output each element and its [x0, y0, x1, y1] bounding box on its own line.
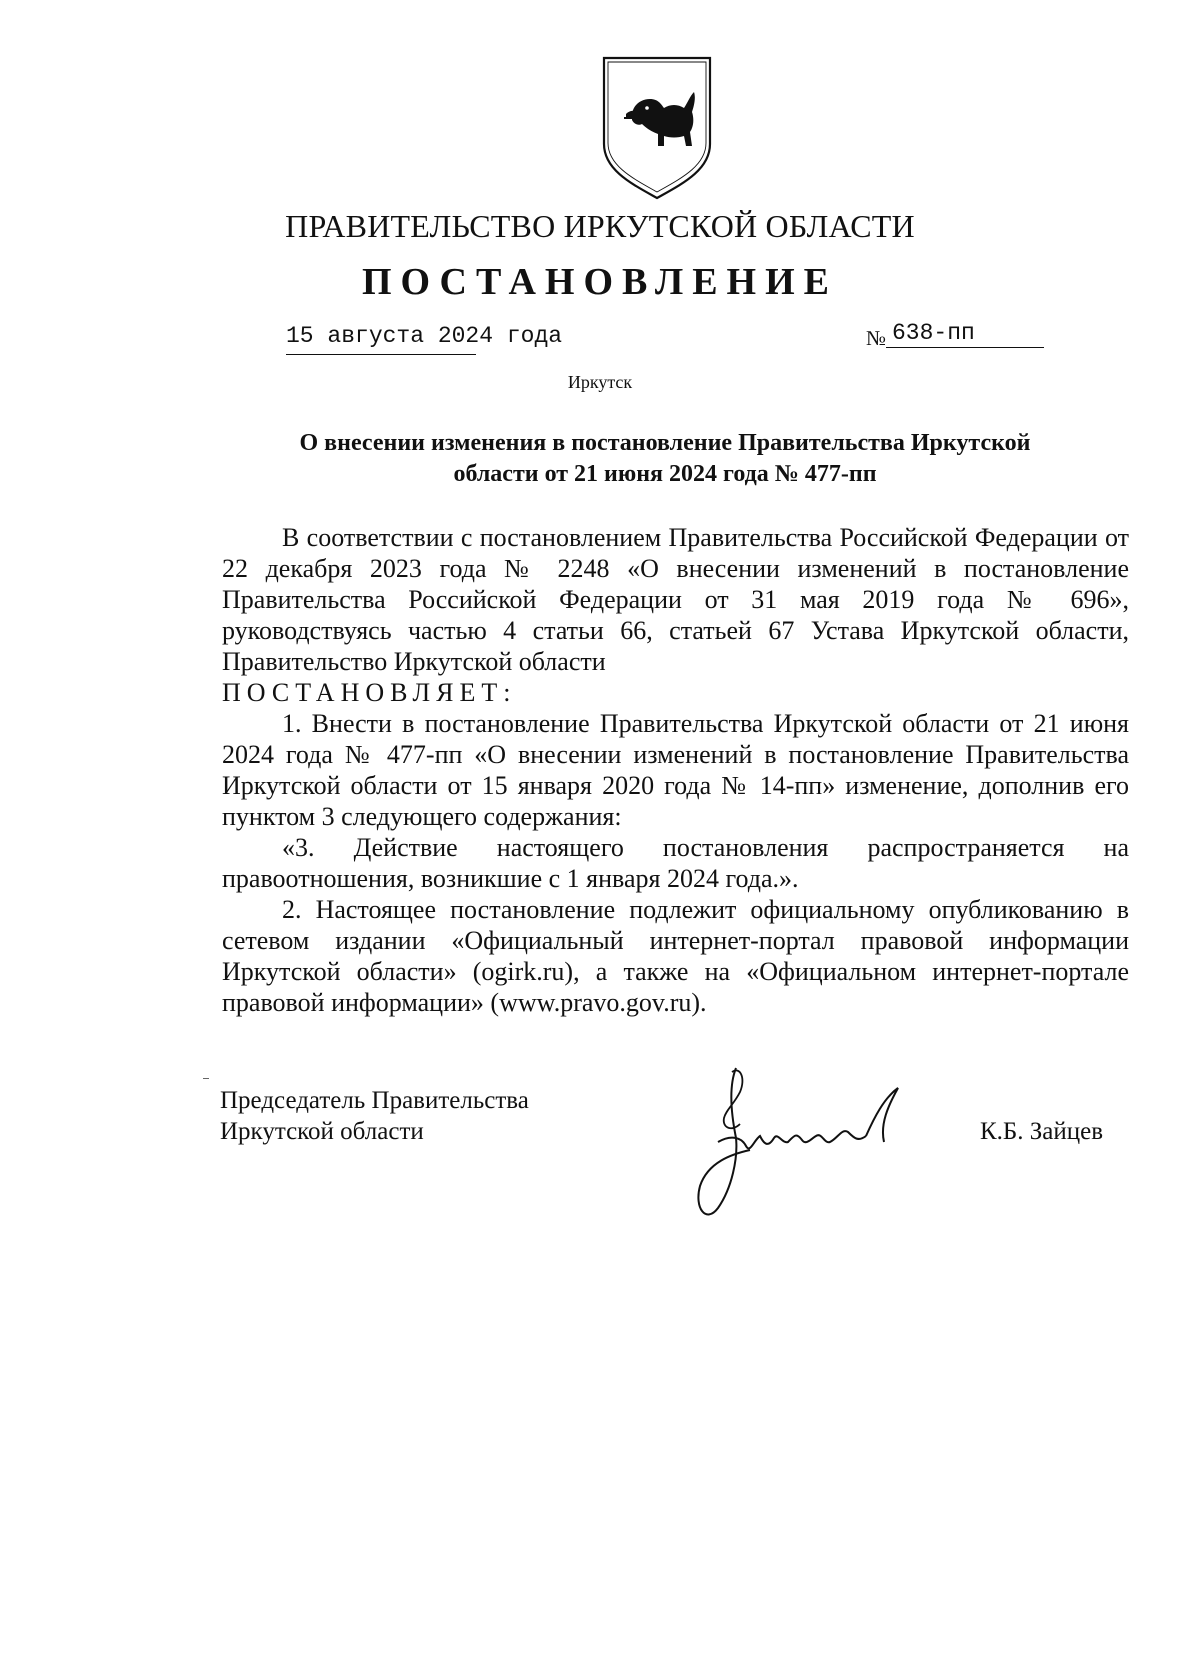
item-1-paragraph: 1. Внести в постановление Правительства Иркутской области от 21 июня 2024 года № 477-пп «О внесении изменений в постановление Правительства Иркутской области от 15 января 2020 года № 14-пп» изменение, дополнив его пунктом 3 следующего содержания:	[222, 709, 1129, 831]
date-underline	[286, 354, 476, 355]
margin-mark	[203, 1078, 209, 1079]
item-1-quote-paragraph: «3. Действие настоящего постановления распространяется на правоотношения, возникшие с 1 января 2024 года.».	[222, 833, 1129, 893]
number-underline	[886, 347, 1044, 348]
document-subject	[220, 428, 1110, 490]
document-city: Иркутск	[567, 372, 633, 392]
signer-position	[220, 1085, 529, 1147]
handwritten-signature-icon	[688, 1058, 938, 1228]
document-body	[222, 522, 1129, 1018]
number-sign: №	[866, 326, 887, 350]
document-type-heading: ПОСТАНОВЛЕНИЕ	[361, 261, 839, 303]
subject-line-1: О внесении изменения в постановление Правительства Иркутской	[299, 430, 1031, 456]
decree-word: ПОСТАНОВЛЯЕТ:	[222, 678, 517, 707]
signer-position-line-2: Иркутской области	[220, 1118, 424, 1145]
document-date: 15 августа 2024 года	[286, 323, 563, 349]
preamble-paragraph: В соответствии с постановлением Правительства Российской Федерации от 22 декабря 2023 года № 2248 «О внесении изменений в постановление Правительства Российской Федерации от 31 мая 2019 года № 696», руководствуясь частью 4 статьи 66, статьей 67 Устава Иркутской области, Правительство Иркутской области	[222, 523, 1129, 676]
signer-name: К.Б. Зайцев	[980, 1118, 1104, 1145]
document-number: 638-пп	[892, 320, 975, 346]
signer-position-line-1: Председатель Правительства	[220, 1087, 529, 1114]
government-title: ПРАВИТЕЛЬСТВО ИРКУТСКОЙ ОБЛАСТИ	[285, 208, 915, 244]
irkutsk-coat-of-arms-icon	[598, 52, 716, 204]
item-2-paragraph: 2. Настоящее постановление подлежит официальному опубликованию в сетевом издании «Официальный интернет-портал правовой информации Иркутской области» (ogirk.ru), а также на «Официальном интернет-портале правовой информации» (www.pravo.gov.ru).	[222, 895, 1129, 1017]
subject-line-2: области от 21 июня 2024 года № 477-пп	[453, 461, 877, 487]
